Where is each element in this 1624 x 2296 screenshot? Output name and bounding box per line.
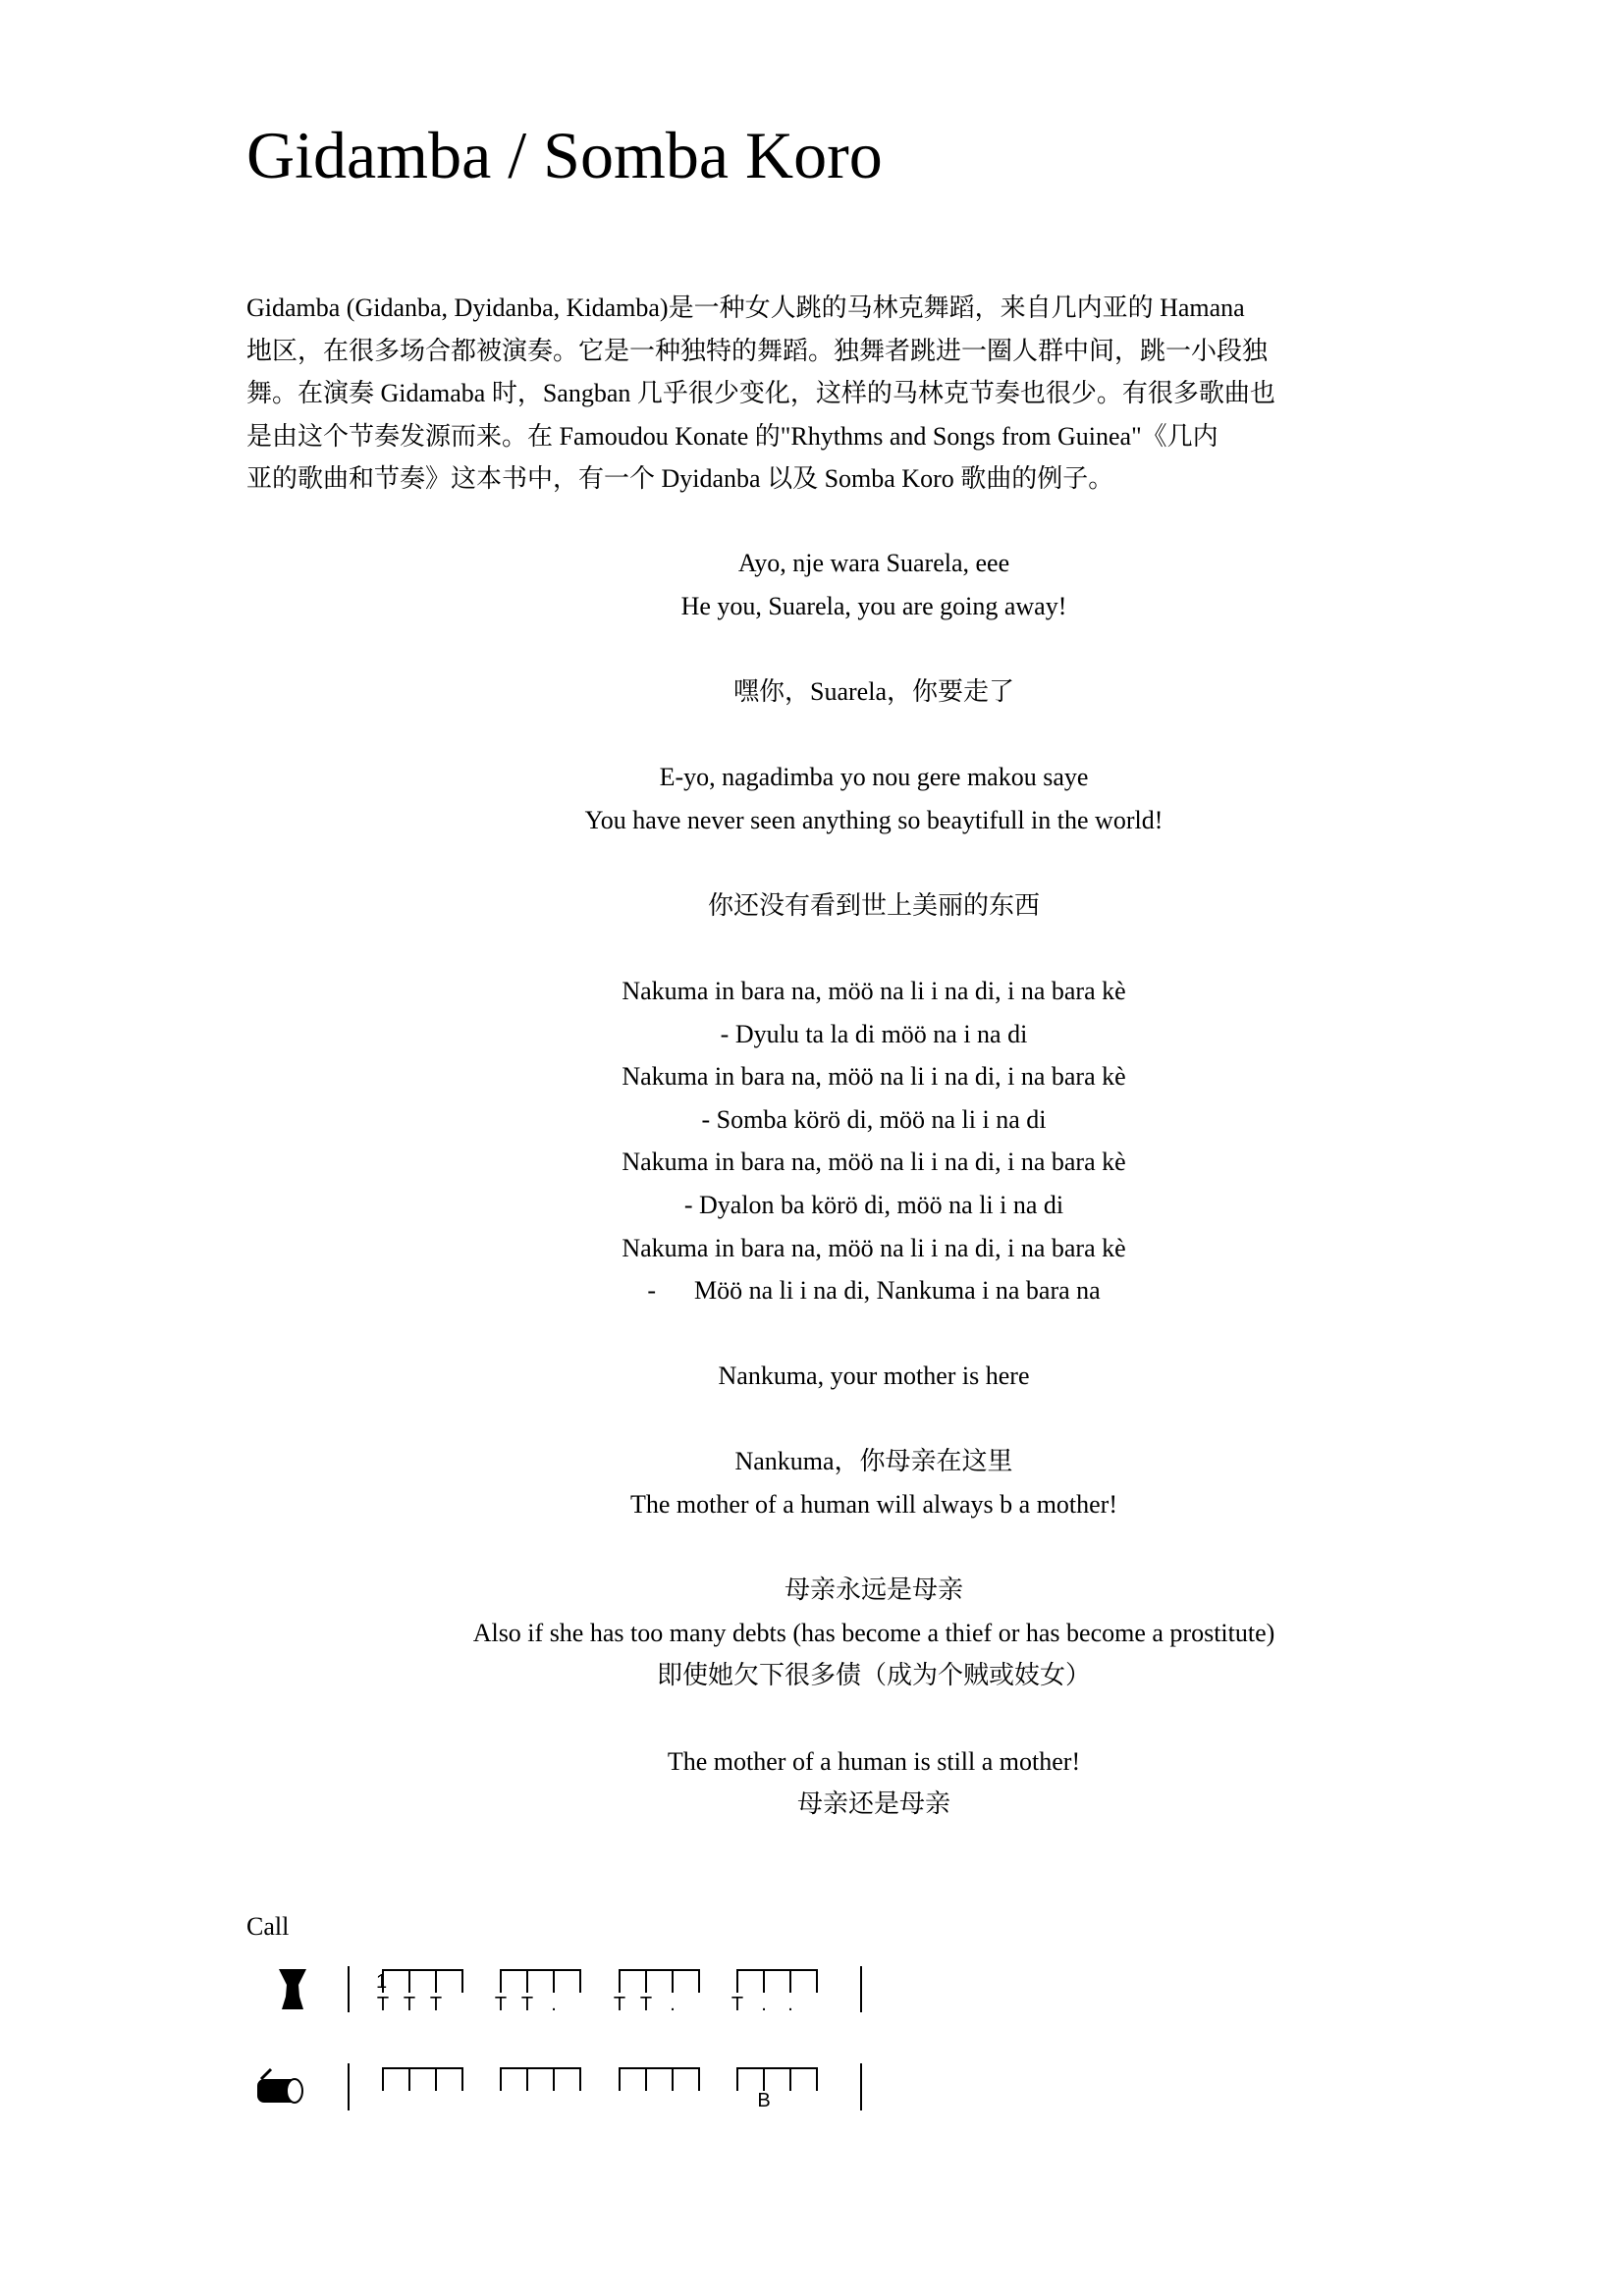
dundun-staff	[349, 2063, 861, 2110]
lyric-spacer	[324, 1312, 1424, 1356]
lyric-line: Ayo, nje wara Suarela, eee	[737, 549, 1010, 577]
lyric-spacer	[324, 1398, 1424, 1441]
lyric-line: - Dyalon ba körö di, möö na li i na di	[683, 1190, 1064, 1219]
intro-line: 是由这个节奏发源而来。在 Famoudou Konate 的"Rhythms and Songs from Guinea"《几内	[246, 421, 1218, 451]
lyric-line: E-yo, nagadimba yo nou gere makou saye	[659, 762, 1089, 791]
lyric-line: Nakuma in bara na, möö na li i na di, i na bara kè	[622, 1233, 1126, 1262]
lyric-line: Nakuma in bara na, möö na li i na di, i na bara kè	[622, 1148, 1126, 1177]
lyric-spacer	[324, 713, 1424, 756]
djembe-stroke: T	[403, 1994, 416, 2015]
djembe-stroke: .	[670, 1994, 676, 2015]
lyric-line: He you, Suarela, you are going away!	[680, 591, 1067, 620]
djembe-stroke: T	[429, 1994, 443, 2015]
djembe-beam-group	[501, 1970, 580, 1993]
lyric-line: - Möö na li i na di, Nankuma i na bara na	[647, 1276, 1101, 1306]
lyric-line: 你还没有看到世上美丽的东西	[707, 890, 1040, 920]
djembe-stroke: T	[731, 1994, 744, 2015]
intro-line: 亚的歌曲和节奏》这本书中，有一个 Dyidanba 以及 Somba Koro 歌曲的例子。	[246, 464, 1114, 493]
lyric-line: 嘿你，Suarela，你要走了	[733, 676, 1014, 706]
lyric-line: Also if she has too many debts (has become a thief or has become a prostitute)	[472, 1618, 1275, 1647]
dundun-beam-group	[383, 2068, 462, 2091]
lyric-line: Nankuma，你母亲在这里	[734, 1447, 1013, 1476]
djembe-stroke: T	[520, 1994, 534, 2015]
djembe-stroke: T	[613, 1994, 626, 2015]
djembe-stroke: .	[761, 1994, 767, 2015]
djembe-lead-mark: 1	[376, 1971, 388, 1993]
djembe-stroke: T	[494, 1994, 508, 2015]
dundun-icon	[257, 2069, 302, 2103]
lyric-spacer	[324, 627, 1424, 670]
lyric-line: 母亲永远是母亲	[784, 1575, 963, 1605]
dundun-beam-group	[501, 2068, 580, 2091]
djembe-stroke: T	[376, 1994, 390, 2015]
call-label: Call	[246, 1912, 290, 1941]
djembe-icon	[279, 1969, 306, 2009]
intro-paragraph	[246, 287, 1454, 501]
djembe-notes	[376, 1970, 817, 2015]
lyric-line: The mother of a human will always b a mother!	[629, 1490, 1118, 1520]
lyric-line: - Somba körö di, möö na li i na di	[701, 1104, 1047, 1134]
lyric-line: 母亲还是母亲	[796, 1789, 950, 1819]
dundun-beam-group	[737, 2068, 817, 2091]
djembe-beam-group	[383, 1970, 462, 1993]
djembe-staff	[349, 1966, 861, 2012]
lyric-spacer	[324, 1697, 1424, 1740]
intro-line: 地区，在很多场合都被演奏。它是一种独特的舞蹈。独舞者跳进一圈人群中间，跳一小段独	[246, 336, 1269, 365]
lyric-spacer	[324, 841, 1424, 884]
lyric-line: You have never seen anything so beaytifull in the world!	[584, 805, 1164, 834]
lyric-line: Nakuma in bara na, möö na li i na di, i na bara kè	[622, 1062, 1126, 1092]
song-lyrics	[324, 542, 1424, 1826]
page-title: Gidamba / Somba Koro	[246, 118, 883, 192]
lyric-line: - Dyulu ta la di möö na i na di	[720, 1019, 1028, 1048]
djembe-stroke: .	[787, 1994, 793, 2015]
dundun-notes	[383, 2068, 817, 2111]
lyric-line: 即使她欠下很多债（成为个贼或妓女）	[656, 1661, 1091, 1690]
lyric-spacer	[324, 927, 1424, 970]
intro-line: Gidamba (Gidanba, Dyidanba, Kidamba)是一种女人跳的马林克舞蹈，来自几内亚的 Hamana	[246, 294, 1245, 322]
lyric-line: Nakuma in bara na, möö na li i na di, i na bara kè	[622, 976, 1126, 1005]
djembe-stroke: T	[639, 1994, 653, 2015]
djembe-stroke: .	[551, 1994, 557, 2015]
intro-line: 舞。在演奏 Gidamaba 时，Sangban 几乎很少变化，这样的马林克节奏也很少。有很多歌曲也	[246, 379, 1275, 407]
lyric-line: The mother of a human is still a mother!	[667, 1746, 1081, 1776]
djembe-beam-group	[737, 1970, 817, 1993]
lyric-spacer	[324, 1526, 1424, 1570]
dundun-stroke: B	[757, 2090, 771, 2111]
dundun-beam-group	[620, 2068, 699, 2091]
djembe-beam-group	[620, 1970, 699, 1993]
lyric-line: Nankuma, your mother is here	[718, 1362, 1030, 1391]
